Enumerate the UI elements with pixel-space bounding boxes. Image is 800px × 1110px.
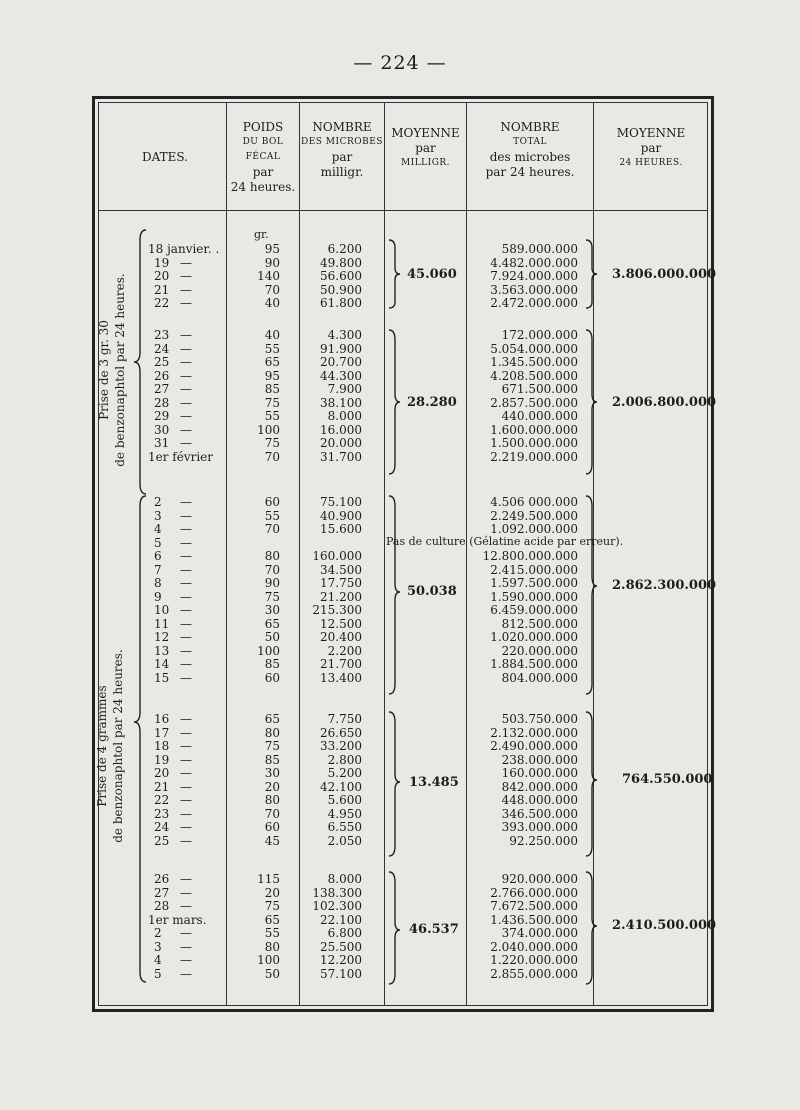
total-cell: 2.415.000.000	[490, 562, 578, 577]
nombre-cell: 40.900	[320, 508, 362, 523]
poids-cell: 100	[257, 953, 280, 967]
date-cell: 5	[154, 966, 162, 981]
ditto-mark: —	[180, 752, 192, 767]
nombre-cell: 7.900	[327, 382, 362, 396]
ditto-mark: —	[180, 712, 192, 726]
total-cell: 4.506 000.000	[490, 495, 578, 509]
date-cell: 5	[154, 535, 162, 550]
nombre-cell: 7.750	[327, 712, 362, 726]
total-cell: 2.490.000.000	[490, 739, 578, 753]
total-cell: 1.590.000.000	[490, 589, 578, 604]
header-total-line: par 24 heures.	[485, 165, 575, 179]
poids-cell: 70	[264, 449, 280, 464]
header-poids-line: par	[252, 165, 274, 179]
header-moyenne-line: MOYENNE	[391, 126, 460, 140]
date-cell: 25	[154, 355, 170, 369]
total-cell: 1.092.000.000	[490, 522, 578, 536]
ditto-mark: —	[180, 508, 192, 523]
date-cell: 21	[154, 282, 170, 297]
total-cell: 2.855.000.000	[490, 966, 578, 981]
date-cell: 1er mars.	[148, 912, 207, 927]
nombre-cell: 2.050	[327, 833, 362, 848]
poids-cell: 65	[264, 912, 280, 927]
poids-cell: 75	[264, 395, 280, 410]
total-cell: 5.054.000.000	[490, 341, 578, 356]
total-cell: 1.597.500.000	[490, 576, 578, 590]
nombre-cell: 49.800	[320, 255, 362, 270]
average-24h: 3.806.000.000	[612, 267, 717, 282]
poids-cell: 95	[264, 242, 280, 256]
nombre-cell: 33.200	[320, 739, 362, 753]
average-milligr: 46.537	[409, 922, 459, 937]
header-poids-line: 24 heures.	[230, 180, 296, 194]
total-cell: 804.000.000	[501, 670, 578, 685]
ditto-mark: —	[180, 436, 192, 450]
date-cell: 24	[154, 820, 170, 834]
date-cell: 21	[154, 779, 170, 794]
average-24h: 2.006.800.000	[612, 395, 717, 410]
header-moyenne24-line: 24 HEURES.	[619, 158, 683, 168]
poids-cell: 40	[264, 328, 280, 342]
poids-cell: 75	[264, 589, 280, 604]
ditto-mark: —	[180, 368, 192, 383]
total-cell: 1.220.000.000	[490, 953, 578, 967]
total-cell: 4.208.500.000	[490, 368, 578, 383]
ditto-mark: —	[180, 806, 192, 821]
nombre-cell: 15.600	[320, 522, 362, 536]
nombre-cell: 160.000	[312, 549, 362, 563]
header-moyenne-line: MILLIGR.	[400, 158, 451, 168]
ditto-mark: —	[180, 296, 192, 310]
ditto-mark: —	[180, 576, 192, 590]
date-cell: 26	[154, 872, 170, 886]
nombre-cell: 20.000	[320, 436, 362, 450]
poids-cell: 100	[257, 422, 280, 437]
nombre-cell: 26.650	[320, 725, 362, 740]
poids-cell: 85	[264, 752, 280, 767]
average-milligr: 28.280	[407, 395, 457, 410]
ditto-mark: —	[180, 670, 192, 685]
date-cell: 10	[154, 603, 170, 617]
header-moyenne24-line: MOYENNE	[616, 126, 686, 140]
poids-cell: 75	[264, 436, 280, 450]
total-cell: 12.800.000.000	[482, 549, 578, 563]
ditto-mark: —	[180, 966, 192, 981]
ditto-mark: —	[180, 355, 192, 369]
nombre-cell: 44.300	[320, 368, 362, 383]
total-cell: 6.459.000.000	[490, 603, 578, 617]
poids-cell: 50	[264, 630, 280, 644]
total-cell: 1.436.500.000	[490, 912, 578, 927]
nombre-cell: 42.100	[320, 779, 362, 794]
total-cell: 1.020.000.000	[490, 630, 578, 644]
poids-cell: 75	[264, 899, 280, 913]
nombre-cell: 5.600	[327, 793, 362, 807]
ditto-mark: —	[180, 603, 192, 617]
total-cell: 1.884.500.000	[490, 657, 578, 671]
total-cell: 220.000.000	[501, 643, 578, 658]
poids-cell: 90	[264, 576, 280, 590]
ditto-mark: —	[180, 630, 192, 644]
poids-cell: 55	[264, 926, 280, 940]
date-cell: 4	[154, 953, 162, 967]
date-cell: 15	[154, 670, 170, 685]
date-cell: 23	[154, 806, 170, 821]
nombre-cell: 8.000	[327, 409, 362, 423]
total-cell: 238.000.000	[501, 752, 578, 767]
nombre-cell: 5.200	[327, 766, 362, 780]
total-cell: 2.857.500.000	[490, 395, 578, 410]
header-moyenne-line: par	[415, 141, 436, 155]
total-cell: 448.000.000	[501, 793, 578, 807]
date-cell: 20	[154, 766, 170, 780]
ditto-mark: —	[180, 269, 192, 283]
side-label-line: de benzonaphtol par 24 heures.	[111, 649, 125, 843]
poids-cell: 55	[264, 508, 280, 523]
date-cell: 28	[154, 899, 170, 913]
total-cell: 393.000.000	[501, 820, 578, 834]
nombre-cell: 75.100	[320, 495, 362, 509]
side-label-line: Prise de 3 gr. 30	[97, 320, 111, 420]
date-cell: 7	[154, 562, 162, 577]
ditto-mark: —	[180, 409, 192, 423]
group-brace	[389, 496, 400, 694]
total-cell: 2.219.000.000	[490, 449, 578, 464]
total-cell: 812.500.000	[501, 616, 578, 631]
total-cell: 346.500.000	[501, 806, 578, 821]
ditto-mark: —	[180, 382, 192, 396]
date-cell: 20	[154, 269, 170, 283]
ditto-mark: —	[180, 643, 192, 658]
total-cell: 920.000.000	[501, 872, 578, 886]
ditto-mark: —	[180, 766, 192, 780]
poids-cell: 100	[257, 643, 280, 658]
ditto-mark: —	[180, 616, 192, 631]
average-milligr: 50.038	[407, 584, 457, 599]
total-cell: 2.040.000.000	[490, 939, 578, 954]
ditto-mark: —	[180, 255, 192, 270]
date-cell: 18	[154, 739, 170, 753]
group-brace	[586, 496, 597, 694]
nombre-cell: 38.100	[320, 395, 362, 410]
date-cell: 3	[154, 508, 162, 523]
nombre-cell: 91.900	[320, 341, 362, 356]
header-poids-line: DU BOL FÉCAL	[242, 137, 284, 162]
poids-cell: 20	[264, 779, 280, 794]
nombre-cell: 215.300	[312, 603, 362, 617]
total-cell: 1.345.500.000	[490, 355, 578, 369]
nombre-cell: 102.300	[312, 899, 362, 913]
date-cell: 1er février	[148, 449, 214, 464]
poids-cell: 20	[264, 885, 280, 900]
nombre-cell: 4.300	[327, 328, 362, 342]
ditto-mark: —	[180, 395, 192, 410]
total-cell: 2.766.000.000	[490, 885, 578, 900]
nombre-cell: 20.400	[320, 630, 362, 644]
header-nombre-line: par	[331, 150, 353, 164]
total-cell: 503.750.000	[501, 712, 578, 726]
date-cell: 23	[154, 328, 170, 342]
group-brace	[586, 330, 597, 474]
ditto-mark: —	[180, 725, 192, 740]
nombre-cell: 21.700	[320, 657, 362, 671]
group-brace	[389, 240, 400, 308]
nombre-cell: 16.000	[320, 422, 362, 437]
nombre-cell: 138.300	[312, 885, 362, 900]
ditto-mark: —	[180, 953, 192, 967]
nombre-cell: 25.500	[320, 939, 362, 954]
group-brace	[389, 712, 400, 856]
nombre-cell: 6.550	[327, 820, 362, 834]
header-total-line: des microbes	[489, 150, 571, 164]
date-cell: 28	[154, 395, 170, 410]
date-cell: 27	[154, 885, 170, 900]
ditto-mark: —	[180, 495, 192, 509]
side-label-line: Prise de 4 grammes	[95, 685, 109, 807]
nombre-cell: 57.100	[320, 966, 362, 981]
nombre-cell: 2.200	[327, 643, 362, 658]
poids-cell: 30	[264, 603, 280, 617]
nombre-cell: 12.500	[320, 616, 362, 631]
header-total-line: TOTAL	[513, 137, 547, 147]
nombre-cell: 61.800	[320, 296, 362, 310]
date-cell: 14	[154, 657, 170, 671]
poids-cell: 55	[264, 409, 280, 423]
nombre-cell: 12.200	[320, 953, 362, 967]
poids-cell: 65	[264, 616, 280, 631]
ditto-mark: —	[180, 657, 192, 671]
total-cell: 842.000.000	[501, 779, 578, 794]
date-cell: 22	[154, 296, 170, 310]
date-cell: 9	[154, 589, 162, 604]
total-cell: 374.000.000	[501, 926, 578, 940]
total-cell: 440.000.000	[501, 409, 578, 423]
poids-cell: 70	[264, 806, 280, 821]
date-cell: 18 janvier. .	[148, 242, 220, 256]
group-brace	[586, 712, 597, 856]
date-cell: 6	[154, 549, 162, 563]
ditto-mark: —	[180, 885, 192, 900]
ditto-mark: —	[180, 328, 192, 342]
total-cell: 671.500.000	[501, 382, 578, 396]
poids-cell: 50	[264, 966, 280, 981]
ditto-mark: —	[180, 282, 192, 297]
ditto-mark: —	[180, 926, 192, 940]
nombre-cell: 17.750	[320, 576, 362, 590]
poids-cell: 65	[264, 712, 280, 726]
average-24h: 2.410.500.000	[612, 918, 717, 933]
nombre-cell: 6.800	[327, 926, 362, 940]
poids-cell: 45	[264, 833, 280, 848]
total-cell: 2.472.000.000	[490, 296, 578, 310]
page-number: — 224 —	[353, 52, 447, 74]
total-cell: 92.250.000	[509, 833, 578, 848]
header-moyenne24-line: par	[640, 141, 662, 155]
ditto-mark: —	[180, 422, 192, 437]
total-cell: 7.672.500.000	[490, 899, 578, 913]
date-cell: 24	[154, 341, 170, 356]
date-cell: 19	[154, 752, 170, 767]
poids-cell: 70	[264, 522, 280, 536]
total-cell: 4.482.000.000	[490, 255, 578, 270]
date-cell: 25	[154, 833, 170, 848]
average-milligr: 45.060	[407, 267, 457, 282]
poids-cell: 95	[264, 368, 280, 383]
group-brace	[389, 330, 400, 474]
ditto-mark: —	[180, 820, 192, 834]
poids-cell: 40	[264, 296, 280, 310]
date-cell: 29	[154, 409, 170, 423]
total-cell: 3.563.000.000	[490, 282, 578, 297]
date-cell: 4	[154, 522, 162, 536]
date-cell: 2	[154, 495, 162, 509]
date-cell: 2	[154, 926, 162, 940]
poids-cell: 30	[264, 766, 280, 780]
group-brace	[586, 872, 597, 984]
group-brace	[586, 240, 597, 308]
total-cell: 7.924.000.000	[490, 269, 578, 283]
date-cell: 26	[154, 368, 170, 383]
nombre-cell: 2.800	[327, 752, 362, 767]
ditto-mark: —	[180, 739, 192, 753]
nombre-cell: 21.200	[320, 589, 362, 604]
nombre-cell: 50.900	[320, 282, 362, 297]
date-cell: 13	[154, 643, 170, 658]
nombre-cell: 4.950	[327, 806, 362, 821]
poids-cell: 65	[264, 355, 280, 369]
poids-cell: 80	[264, 725, 280, 740]
average-milligr: 13.485	[409, 775, 459, 790]
header-nombre-line: NOMBRE	[312, 120, 372, 134]
poids-cell: 55	[264, 341, 280, 356]
ditto-mark: —	[180, 779, 192, 794]
poids-cell: 70	[264, 282, 280, 297]
poids-cell: 85	[264, 657, 280, 671]
poids-cell: 75	[264, 739, 280, 753]
poids-cell: 80	[264, 793, 280, 807]
header-nombre-line: milligr.	[320, 165, 364, 179]
date-cell: 19	[154, 255, 170, 270]
unit-gr: gr.	[254, 228, 269, 241]
header-total-line: NOMBRE	[500, 120, 560, 134]
poids-cell: 70	[264, 562, 280, 577]
total-cell: 1.600.000.000	[490, 422, 578, 437]
ditto-mark: —	[180, 899, 192, 913]
date-cell: 16	[154, 712, 170, 726]
date-cell: 11	[154, 616, 170, 631]
date-cell: 30	[154, 422, 170, 437]
nombre-cell: 13.400	[320, 670, 362, 685]
poids-cell: 85	[264, 382, 280, 396]
ditto-mark: —	[180, 549, 192, 563]
header-dates: DATES.	[141, 150, 188, 164]
date-cell: 12	[154, 630, 170, 644]
total-cell: 589.000.000	[501, 242, 578, 256]
nombre-cell: 34.500	[320, 562, 362, 577]
date-cell: 31	[154, 436, 170, 450]
nombre-cell: 31.700	[320, 449, 362, 464]
date-cell: 17	[154, 725, 170, 740]
header-poids-line: POIDS	[242, 120, 284, 134]
poids-cell: 80	[264, 939, 280, 954]
poids-cell: 140	[257, 269, 280, 283]
ditto-mark: —	[180, 535, 192, 550]
nombre-cell: 56.600	[320, 269, 362, 283]
poids-cell: 90	[264, 255, 280, 270]
average-24h: 764.550.000	[622, 772, 713, 787]
total-cell: 160.000.000	[501, 766, 578, 780]
ditto-mark: —	[180, 341, 192, 356]
note-pas-de-culture: Pas de culture (Gélatine acide par erreur).	[386, 535, 624, 548]
ditto-mark: —	[180, 793, 192, 807]
total-cell: 172.000.000	[501, 328, 578, 342]
poids-cell: 60	[264, 820, 280, 834]
poids-cell: 80	[264, 549, 280, 563]
ditto-mark: —	[180, 589, 192, 604]
date-cell: 8	[154, 576, 162, 590]
nombre-cell: 8.000	[327, 872, 362, 886]
side-label-line: de benzonaphtol par 24 heures.	[113, 273, 127, 467]
total-cell: 1.500.000.000	[490, 436, 578, 450]
ditto-mark: —	[180, 562, 192, 577]
poids-cell: 60	[264, 495, 280, 509]
nombre-cell: 6.200	[327, 242, 362, 256]
ditto-mark: —	[180, 939, 192, 954]
average-24h: 2.862.300.000	[612, 578, 717, 593]
left-brace	[134, 496, 146, 982]
header-nombre-line: DES MICROBES	[301, 137, 383, 147]
date-cell: 22	[154, 793, 170, 807]
group-brace	[389, 872, 400, 984]
date-cell: 27	[154, 382, 170, 396]
date-cell: 3	[154, 939, 162, 954]
poids-cell: 60	[264, 670, 280, 685]
nombre-cell: 22.100	[320, 912, 362, 927]
total-cell: 2.132.000.000	[490, 725, 578, 740]
ditto-mark: —	[180, 833, 192, 848]
poids-cell: 115	[257, 872, 280, 886]
left-brace	[134, 230, 146, 494]
total-cell: 2.249.500.000	[490, 508, 578, 523]
nombre-cell: 20.700	[320, 355, 362, 369]
ditto-mark: —	[180, 872, 192, 886]
ditto-mark: —	[180, 522, 192, 536]
